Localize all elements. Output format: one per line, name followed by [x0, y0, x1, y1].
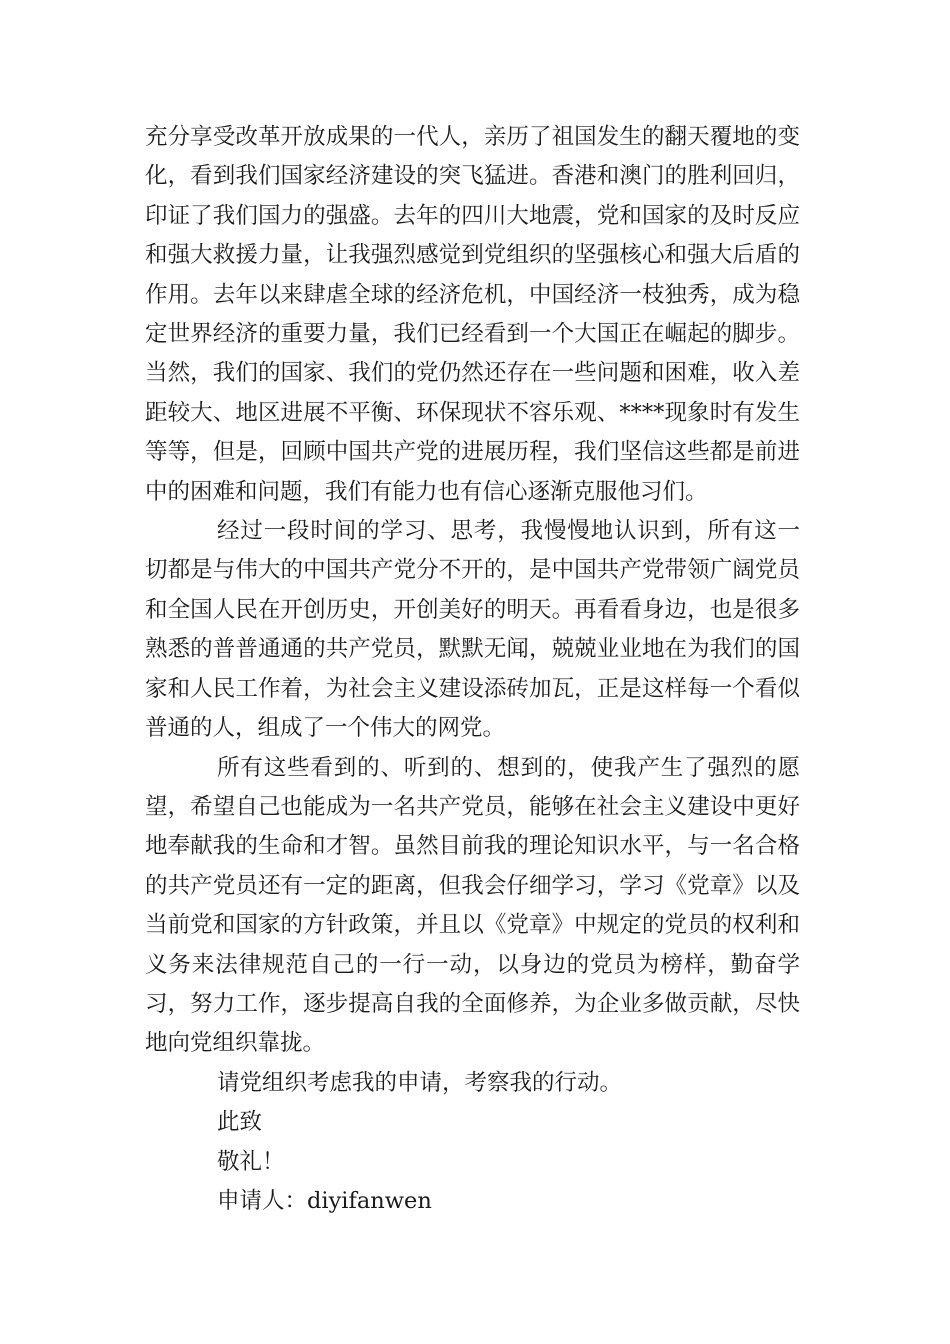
paragraph-3: 所有这些看到的、听到的、想到的，使我产生了强烈的愿望，希望自己也能成为一名共产党员，能够在社会主义建设中更好地奉献我的生命和才智。虽然目前我的理论知识水平，与一名合格的共产党员还有一定的距离，但我会仔细学习，学习《党章》以及当前党和国家的方针政策，并且以《党章》中规定的党员的权利和义务来法律规范自己的一行一动，以身边的党员为榜样，勤奋学习，努力工作，逐步提高自我的全面修养，为企业多做贡献，尽快地向党组织靠拢。	[145, 754, 800, 1057]
salutation-ci-zhi: 此致	[217, 1109, 263, 1136]
paragraph-1: 充分享受改革开放成果的一代人，亲历了祖国发生的翻天覆地的变化，看到我们国家经济建设的突飞猛进。香港和澳门的胜利回归，印证了我们国力的强盛。去年的四川大地震，党和国家的及时反应和强大救援力量，让我强烈感觉到党组织的坚强核心和强大后盾的作用。去年以来肆虐全球的经济危机，中国经济一枝独秀，成为稳定世界经济的重要力量，我们已经看到一个大国正在崛起的脚步。当然，我们的国家、我们的党仍然还存在一些问题和困难，收入差距较大、地区进展不平衡、环保现状不容乐观、****现象时有发生等等，但是，回顾中国共产党的进展历程，我们坚信这些都是前进中的困难和问题，我们有能力也有信心逐渐克服他习们。	[145, 124, 800, 505]
salutation-jing-li: 敬礼！	[217, 1148, 285, 1175]
signature-line: 申请人：diyifanwen	[217, 1187, 432, 1214]
paragraph-2: 经过一段时间的学习、思考，我慢慢地认识到，所有这一切都是与伟大的中国共产党分不开的，是中国共产党带领广阔党员和全国人民在开创历史，开创美好的明天。再看看身边，也是很多熟悉的普普通通的共产党员，默默无闻，兢兢业业地在为我们的国家和人民工作着，为社会主义建设添砖加瓦，正是这样每一个看似普通的人，组成了一个伟大的网党。	[145, 518, 800, 742]
letter-body	[145, 118, 800, 1221]
closing-request: 请党组织考虑我的申请，考察我的行动。	[217, 1069, 623, 1096]
